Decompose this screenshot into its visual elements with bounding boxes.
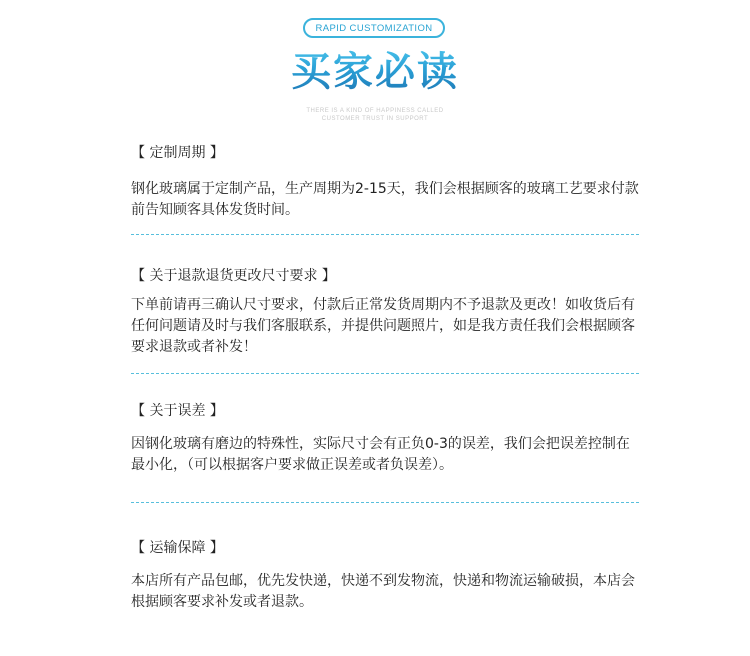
section-divider — [131, 502, 639, 503]
section-refund-policy — [131, 266, 643, 358]
subtitle-line-1: THERE IS A KIND OF HAPPINESS CALLED — [306, 108, 444, 114]
badge-label: RAPID CUSTOMIZATION — [315, 22, 433, 34]
section-body: 钢化玻璃属于定制产品，生产周期为2-15天，我们会根据顾客的玻璃工艺要求付款前告知顾客具体发货时间。 — [131, 181, 639, 218]
section-divider — [131, 234, 639, 235]
section-shipping-guarantee — [131, 538, 643, 613]
subtitle-line-2: CUSTOMER TRUST IN SUPPORT — [321, 116, 429, 122]
section-body: 因钢化玻璃有磨边的特殊性，实际尺寸会有正负0-3的误差，我们会把误差控制在最小化，（可以根据客户要求做正误差或者负误差）。 — [131, 436, 630, 473]
section-heading: 【 定制周期 】 — [131, 145, 224, 161]
section-production-cycle — [131, 143, 643, 221]
section-body: 本店所有产品包邮，优先发快递，快递不到发物流，快递和物流运输破损，本店会根据顾客要求补发或者退款。 — [131, 573, 635, 610]
section-heading: 【 运输保障 】 — [131, 540, 224, 556]
section-heading: 【 关于误差 】 — [131, 403, 224, 419]
page-title: 买家必读 — [0, 44, 750, 100]
section-body: 下单前请再三确认尺寸要求，付款后正常发货周期内不予退款及更改！如收货后有任何问题请及时与我们客服联系，并提供问题照片，如是我方责任我们会根据顾客要求退款或者补发！ — [131, 297, 635, 355]
section-divider — [131, 373, 639, 374]
rapid-customization-badge — [303, 18, 445, 38]
section-tolerance — [131, 401, 643, 476]
section-heading: 【 关于退款退货更改尺寸要求 】 — [131, 268, 336, 284]
